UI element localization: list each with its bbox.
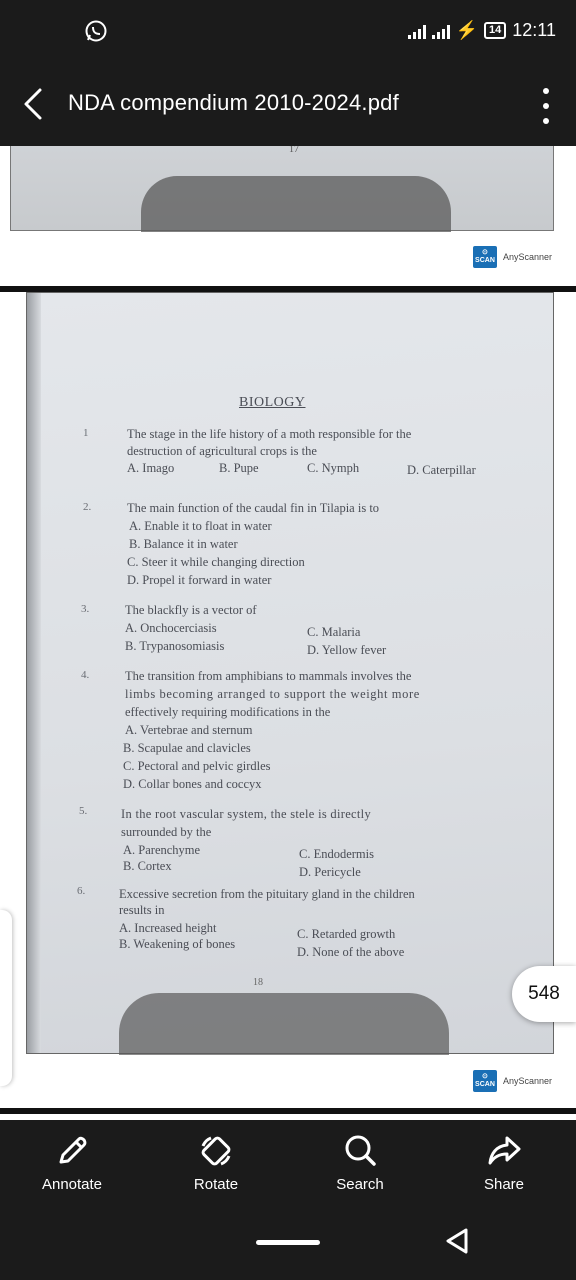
option: B. Scapulae and clavicles xyxy=(123,741,251,755)
more-vertical-icon[interactable] xyxy=(542,88,550,124)
bottom-toolbar xyxy=(0,1120,576,1206)
question-number: 3. xyxy=(81,603,90,615)
question-text: limbs becoming arranged to support the weight more xyxy=(125,687,420,701)
finger-shadow xyxy=(119,993,449,1055)
option: D. Yellow fever xyxy=(307,643,387,657)
page-heading: BIOLOGY xyxy=(239,395,306,410)
option: A. Enable it to float in water xyxy=(129,519,272,533)
charging-icon: ⚡ xyxy=(455,20,479,40)
search-label: Search xyxy=(336,1176,384,1193)
rotate-button[interactable] xyxy=(144,1120,288,1206)
annotate-label: Annotate xyxy=(41,1176,103,1193)
app-bar xyxy=(0,62,576,146)
option: D. Pericycle xyxy=(299,865,361,879)
previous-page xyxy=(10,146,554,231)
option: C. Steer it while changing direction xyxy=(127,555,305,569)
search-button[interactable] xyxy=(288,1120,432,1206)
option: D. Collar bones and coccyx xyxy=(123,777,262,791)
status-time: 12:11 xyxy=(512,20,556,40)
signal-icon xyxy=(432,23,450,39)
question-text: results in xyxy=(119,903,165,917)
status-bar xyxy=(0,0,576,62)
watermark-text: AnyScanner xyxy=(502,1076,552,1086)
share-icon xyxy=(485,1132,523,1170)
watermark-text: AnyScanner xyxy=(502,252,552,262)
option: C. Pectoral and pelvic girdles xyxy=(123,759,271,773)
question-number: 1 xyxy=(83,427,89,439)
question-text: Excessive secretion from the pituitary gland in the children xyxy=(119,887,415,901)
option: A. Increased height xyxy=(119,921,217,935)
search-icon xyxy=(341,1132,379,1170)
annotate-button[interactable] xyxy=(0,1120,144,1206)
watermark xyxy=(473,1070,552,1092)
option: A. Vertebrae and sternum xyxy=(125,723,253,737)
page-counter[interactable]: 548 xyxy=(512,966,576,1022)
pencil-icon xyxy=(53,1132,91,1170)
option: A. Parenchyme xyxy=(123,843,201,857)
question-text: effectively requiring modifications in the xyxy=(125,705,331,719)
home-pill[interactable] xyxy=(256,1240,320,1245)
question-text: The transition from amphibians to mammals involves the xyxy=(125,669,412,683)
prev-page-number: 17 xyxy=(289,146,299,155)
scan-logo-icon: ⊙ SCAN xyxy=(473,246,497,268)
question-text: The main function of the caudal fin in Tilapia is to xyxy=(127,501,380,515)
option: D. Propel it forward in water xyxy=(127,573,272,587)
rotate-label: Rotate xyxy=(193,1176,239,1193)
option: A. Onchocerciasis xyxy=(125,621,217,635)
option: C. Malaria xyxy=(307,625,361,639)
side-handle[interactable] xyxy=(0,910,12,1086)
current-page xyxy=(26,292,554,1054)
option: C. Endodermis xyxy=(299,847,374,861)
question-number: 4. xyxy=(81,669,90,681)
scan-logo-icon: ⊙ SCAN xyxy=(473,1070,497,1092)
option: C. Retarded growth xyxy=(297,927,396,941)
share-label: Share xyxy=(483,1176,525,1193)
finger-shadow xyxy=(141,176,451,232)
page-edge xyxy=(27,293,41,1053)
back-triangle-icon[interactable] xyxy=(442,1226,472,1256)
page-number: 18 xyxy=(253,977,263,988)
option: D. Caterpillar xyxy=(407,463,476,477)
share-button[interactable] xyxy=(432,1120,576,1206)
rotate-icon xyxy=(197,1132,235,1170)
option: B. Trypanosomiasis xyxy=(125,639,225,653)
option: D. None of the above xyxy=(297,945,405,959)
option: A. Imago xyxy=(127,461,175,475)
option: B. Weakening of bones xyxy=(119,937,236,951)
signal-icon xyxy=(408,23,426,39)
question-number: 6. xyxy=(77,885,86,897)
system-nav-bar xyxy=(0,1206,576,1280)
question-text: surrounded by the xyxy=(121,825,212,839)
whatsapp-icon xyxy=(84,19,108,43)
option: B. Balance it in water xyxy=(129,537,238,551)
page-divider xyxy=(0,1108,576,1114)
option: C. Nymph xyxy=(307,461,360,475)
document-title: NDA compendium 2010-2024.pdf xyxy=(68,90,399,115)
document-viewer[interactable] xyxy=(0,146,576,1120)
question-text: In the root vascular system, the stele is directly xyxy=(121,807,372,821)
question-number: 5. xyxy=(79,805,88,817)
question-text: The blackfly is a vector of xyxy=(125,603,257,617)
question-text: The stage in the life history of a moth responsible for the xyxy=(127,427,412,441)
question-number: 2. xyxy=(83,501,92,513)
option: B. Pupe xyxy=(219,461,259,475)
option: B. Cortex xyxy=(123,859,172,873)
chevron-left-icon[interactable] xyxy=(16,84,52,124)
battery-icon: 14 xyxy=(484,22,506,39)
watermark xyxy=(473,246,552,268)
question-text: destruction of agricultural crops is the xyxy=(127,444,317,458)
